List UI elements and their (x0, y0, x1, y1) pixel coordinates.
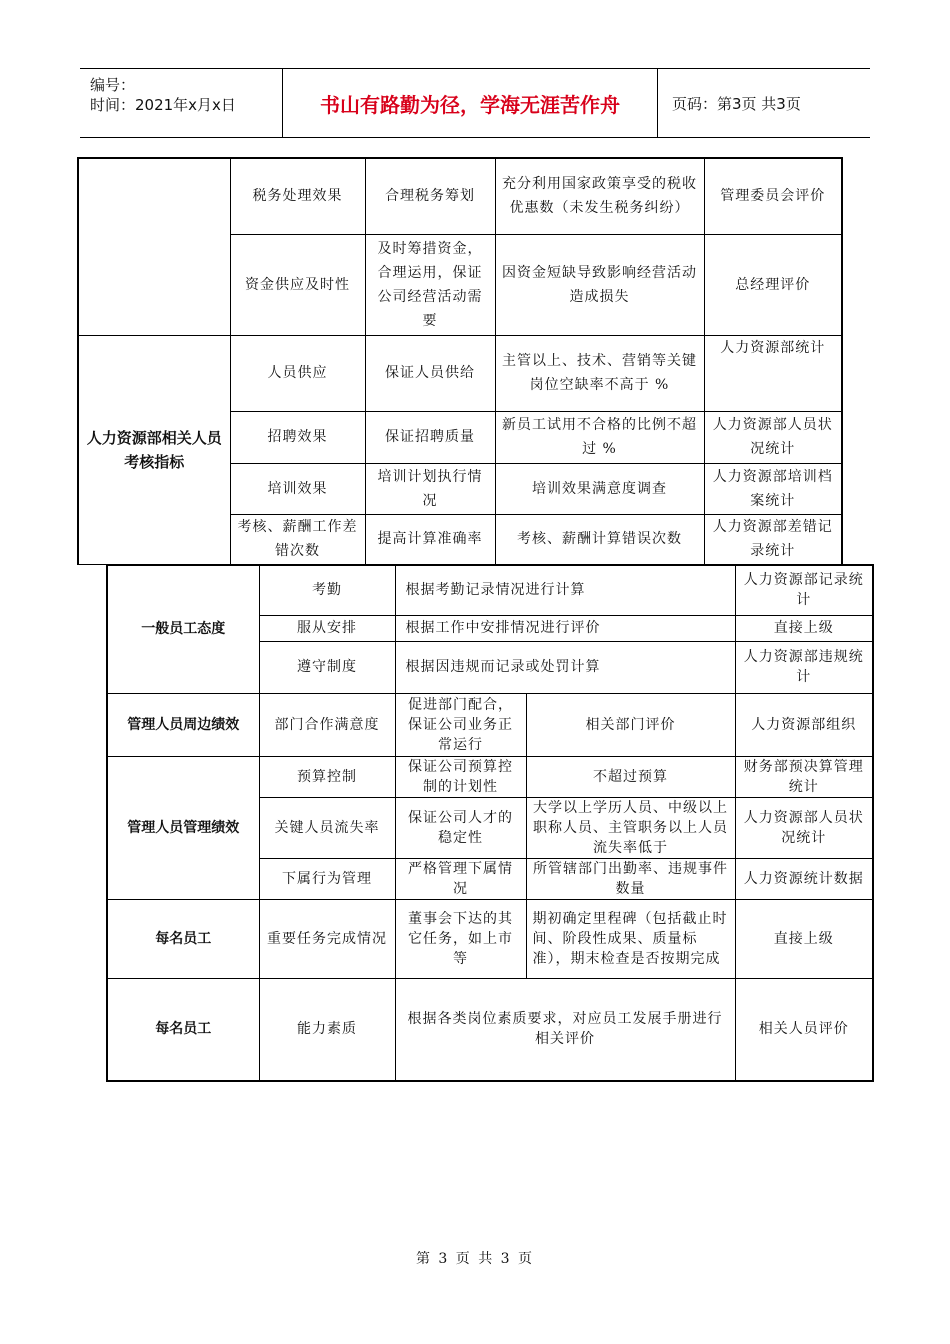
metric-cell: 下属行为管理 (259, 858, 395, 899)
category-cell: 每名员工 (107, 978, 259, 1081)
source-cell: 人力资源部培训档案统计 (704, 463, 842, 514)
category-cell: 每名员工 (107, 899, 259, 978)
source-cell: 人力资源部人员状况统计 (735, 797, 873, 858)
standard-cell: 因资金短缺导致影响经营活动造成损失 (495, 234, 704, 335)
goal-cell: 促进部门配合，保证公司业务正常运行 (395, 693, 526, 756)
source-cell: 人力资源部记录统计 (735, 565, 873, 615)
page-footer: 第 3 页 共 3 页 (415, 1251, 535, 1267)
metric-cell: 考核、薪酬工作差错次数 (230, 514, 365, 564)
goal-cell: 及时筹措资金，合理运用，保证公司经营活动需要 (365, 234, 495, 335)
metric-cell: 人员供应 (230, 335, 365, 411)
standard-cell: 期初确定里程碑（包括截止时间、阶段性成果、质量标准），期末检查是否按期完成 (526, 899, 735, 978)
number-label: 编号： (90, 76, 136, 94)
table-row (107, 756, 873, 797)
source-cell: 人力资源部人员状况统计 (704, 411, 842, 463)
category-cell: 一般员工态度 (107, 565, 259, 693)
metric-cell: 遵守制度 (259, 641, 395, 693)
standard-cell: 根据因违规而记录或处罚计算 (395, 641, 735, 693)
source-cell: 人力资源部组织 (735, 693, 873, 756)
table-row (107, 978, 873, 1081)
hr-indicators-table (77, 157, 843, 565)
metric-cell: 预算控制 (259, 756, 395, 797)
source-cell: 直接上级 (735, 899, 873, 978)
category-cell: 管理人员管理绩效 (107, 756, 259, 899)
standard-cell: 培训效果满意度调查 (495, 463, 704, 514)
table-row (78, 158, 842, 234)
goal-cell: 保证招聘质量 (365, 411, 495, 463)
date-label: 时间：2021年x月x日 (90, 96, 236, 114)
motto: 书山有路勤为径，学海无涯苦作舟 (282, 69, 658, 137)
goal-cell: 董事会下达的其它任务，如上市等 (395, 899, 526, 978)
metric-cell: 培训效果 (230, 463, 365, 514)
source-cell: 人力资源统计数据 (735, 858, 873, 899)
source-cell: 相关人员评价 (735, 978, 873, 1081)
standard-cell: 根据各类岗位素质要求，对应员工发展手册进行相关评价 (395, 978, 735, 1081)
goal-cell: 保证公司预算控制的计划性 (395, 756, 526, 797)
metric-cell: 部门合作满意度 (259, 693, 395, 756)
standard-cell: 新员工试用不合格的比例不超过 % (495, 411, 704, 463)
goal-cell: 严格管理下属情况 (395, 858, 526, 899)
standard-cell: 根据工作中安排情况进行评价 (395, 615, 735, 641)
metric-cell: 资金供应及时性 (230, 234, 365, 335)
standard-cell: 主管以上、技术、营销等关键岗位空缺率不高于 % (495, 335, 704, 411)
category-cell (78, 158, 230, 335)
standard-cell: 考核、薪酬计算错误次数 (495, 514, 704, 564)
source-cell: 人力资源部差错记录统计 (704, 514, 842, 564)
table-row (107, 693, 873, 756)
standard-cell: 充分利用国家政策享受的税收优惠数（未发生税务纠纷） (495, 158, 704, 234)
source-cell: 人力资源部违规统计 (735, 641, 873, 693)
metric-cell: 税务处理效果 (230, 158, 365, 234)
page-info-text: 页码：第3页 共3页 (672, 94, 801, 113)
goal-cell: 提高计算准确率 (365, 514, 495, 564)
staff-indicators-table (106, 564, 874, 1082)
source-cell: 直接上级 (735, 615, 873, 641)
source-cell: 管理委员会评价 (704, 158, 842, 234)
source-cell: 总经理评价 (704, 234, 842, 335)
goal-cell: 保证公司人才的稳定性 (395, 797, 526, 858)
source-cell: 财务部预决算管理统计 (735, 756, 873, 797)
metric-cell: 考勤 (259, 565, 395, 615)
goal-cell: 合理税务筹划 (365, 158, 495, 234)
header-meta (80, 69, 282, 137)
standard-cell: 相关部门评价 (526, 693, 735, 756)
page-info (664, 69, 870, 137)
metric-cell: 服从安排 (259, 615, 395, 641)
standard-cell: 不超过预算 (526, 756, 735, 797)
table-row (78, 335, 842, 411)
metric-cell: 重要任务完成情况 (259, 899, 395, 978)
standard-cell: 所管辖部门出勤率、违规事件数量 (526, 858, 735, 899)
metric-cell: 能力素质 (259, 978, 395, 1081)
category-cell: 管理人员周边绩效 (107, 693, 259, 756)
page-header (80, 68, 870, 138)
goal-cell: 培训计划执行情况 (365, 463, 495, 514)
table-row (107, 565, 873, 615)
source-cell: 人力资源部统计 (704, 335, 842, 411)
goal-cell: 保证人员供给 (365, 335, 495, 411)
standard-cell: 大学以上学历人员、中级以上职称人员、主管职务以上人员流失率低于 (526, 797, 735, 858)
metric-cell: 关键人员流失率 (259, 797, 395, 858)
metric-cell: 招聘效果 (230, 411, 365, 463)
table-row (107, 899, 873, 978)
category-cell: 人力资源部相关人员考核指标 (78, 335, 230, 564)
standard-cell: 根据考勤记录情况进行计算 (395, 565, 735, 615)
